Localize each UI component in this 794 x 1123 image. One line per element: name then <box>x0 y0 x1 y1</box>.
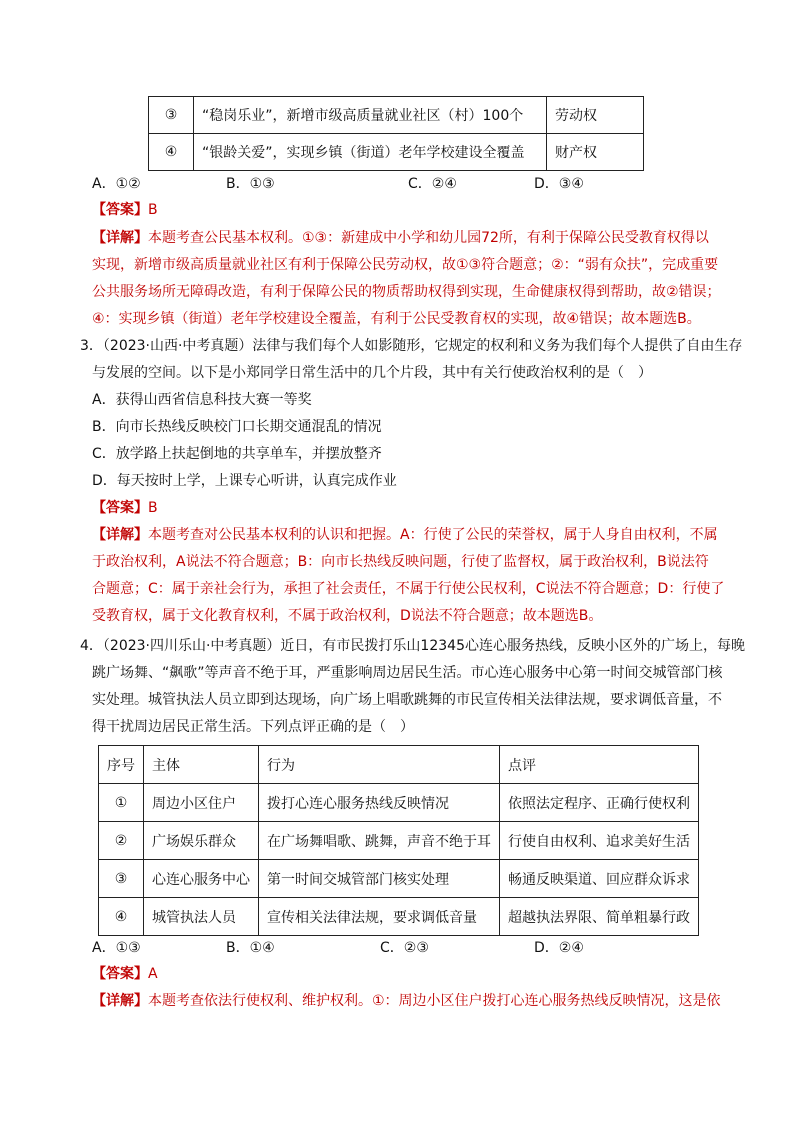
option-d: D．每天按时上学，上课专心听讲，认真完成作业 <box>92 473 397 489</box>
q4-explanation-line: 【详解】本题考查依法行使权利、维护权利。①：周边小区住户拨打心连心服务热线反映情况，这是依 <box>92 993 721 1009</box>
q2-explanation-line: 【详解】本题考查公民基本权利。①③：新建成中小学和幼儿园72所，有利于保障公民受教育权得以 <box>92 230 709 246</box>
option-d: D．②④ <box>534 940 584 956</box>
option-c: C．②④ <box>408 176 457 192</box>
table-cell: 拨打心连心服务热线反映情况 <box>259 784 500 822</box>
q4-stem-line: 得干扰周边居民正常生活。下列点评正确的是（ ） <box>92 719 414 735</box>
q2-explanation-line: 公共服务场所无障碍改造，有利于保障公民的物质帮助权得到实现，生命健康权得到帮助，故②错误； <box>92 284 721 300</box>
table-row <box>99 860 699 898</box>
table-cell: 广场娱乐群众 <box>144 822 259 860</box>
answer-value: B <box>148 500 158 516</box>
explanation-label: 【详解】 <box>92 230 148 246</box>
table-cell: 财产权 <box>547 134 644 171</box>
table-cell: 依照法定程序、正确行使权利 <box>500 784 699 822</box>
explanation-label: 【详解】 <box>92 993 148 1009</box>
table-header-cell: 序号 <box>99 746 144 784</box>
table-cell: ④ <box>149 134 194 171</box>
table-row <box>149 97 644 134</box>
answer-value: A <box>148 966 158 982</box>
table-cell: “稳岗乐业”，新增市级高质量就业社区（村）100个 <box>194 97 547 134</box>
evaluation-table <box>98 745 699 936</box>
table-cell: 劳动权 <box>547 97 644 134</box>
table-cell: 超越执法界限、简单粗暴行政 <box>500 898 699 936</box>
table-cell: ③ <box>149 97 194 134</box>
explanation-label: 【详解】 <box>92 527 148 543</box>
q4-stem-line: 4．（2023·四川乐山·中考真题）近日，有市民拨打乐山12345心连心服务热线，反映小区外的广场上，每晚 <box>80 638 745 654</box>
q4-options <box>92 936 692 960</box>
q2-explanation-line: 实现，新增市级高质量就业社区有利于保障公民劳动权，故①③符合题意；②：“弱有众扶”，完成重要 <box>92 257 719 273</box>
table-row <box>99 822 699 860</box>
option-b: B．向市长热线反映校门口长期交通混乱的情况 <box>92 419 382 435</box>
table-cell: 心连心服务中心 <box>144 860 259 898</box>
table-cell: ① <box>99 784 144 822</box>
q3-explanation-line: 受教育权，属于文化教育权利，不属于政治权利，D说法不符合题意；故本题选B。 <box>92 608 603 624</box>
table-header-row <box>99 746 699 784</box>
table-row <box>99 898 699 936</box>
option-d: D．③④ <box>534 176 584 192</box>
table-cell: 宣传相关法律法规，要求调低音量 <box>259 898 500 936</box>
option-c: C．放学路上扶起倒地的共享单车，并摆放整齐 <box>92 446 382 462</box>
q2-explanation-line: ④：实现乡镇（街道）老年学校建设全覆盖，有利于公民受教育权的实现，故④错误；故本题选B。 <box>92 311 701 327</box>
option-a: A．①② <box>92 176 141 192</box>
table-cell: ③ <box>99 860 144 898</box>
table-row <box>149 134 644 171</box>
q3-explanation-line: 【详解】本题考查对公民基本权利的认识和把握。A：行使了公民的荣誉权，属于人身自由权利，不属 <box>92 527 718 543</box>
q3-explanation-line: 合题意；C：属于亲社会行为，承担了社会责任，不属于行使公民权利，C说法不符合题意；D：行使了 <box>92 581 725 597</box>
q3-stem-line: 3．（2023·山西·中考真题）法律与我们每个人如影随形，它规定的权利和义务为我们每个人提供了自由生存 <box>80 338 743 354</box>
table-header-cell: 主体 <box>144 746 259 784</box>
q3-answer <box>92 496 158 520</box>
q2-answer <box>92 198 158 222</box>
table-cell: “银龄关爱”，实现乡镇（街道）老年学校建设全覆盖 <box>194 134 547 171</box>
table-cell: 第一时间交城管部门核实处理 <box>259 860 500 898</box>
q4-stem-line: 实处理。城管执法人员立即到达现场，向广场上唱歌跳舞的市民宣传相关法律法规，要求调低音量，不 <box>92 692 722 708</box>
rights-table-partial <box>148 96 644 171</box>
answer-label: 【答案】 <box>92 966 148 982</box>
answer-value: B <box>148 202 158 218</box>
table-cell: 畅通反映渠道、回应群众诉求 <box>500 860 699 898</box>
q3-stem-line: 与发展的空间。以下是小郑同学日常生活中的几个片段，其中有关行使政治权利的是（ ） <box>92 365 652 381</box>
option-b: B．①④ <box>226 940 275 956</box>
table-cell: 周边小区住户 <box>144 784 259 822</box>
q4-stem-line: 跳广场舞、“飙歌”等声音不绝于耳，严重影响周边居民生活。市心连心服务中心第一时间交城管部门核 <box>92 665 723 681</box>
table-header-cell: 行为 <box>259 746 500 784</box>
answer-label: 【答案】 <box>92 500 148 516</box>
q4-answer <box>92 962 158 986</box>
answer-label: 【答案】 <box>92 202 148 218</box>
option-a: A．①③ <box>92 940 141 956</box>
table-cell: 城管执法人员 <box>144 898 259 936</box>
table-cell: ④ <box>99 898 144 936</box>
table-row <box>99 784 699 822</box>
q3-explanation-line: 于政治权利，A说法不符合题意；B：向市长热线反映问题，行使了监督权，属于政治权利，B说法符 <box>92 554 709 570</box>
table-cell: 行使自由权利、追求美好生活 <box>500 822 699 860</box>
option-a: A．获得山西省信息科技大赛一等奖 <box>92 392 312 408</box>
q2-options <box>92 172 692 196</box>
table-header-cell: 点评 <box>500 746 699 784</box>
table-cell: 在广场舞唱歌、跳舞，声音不绝于耳 <box>259 822 500 860</box>
option-b: B．①③ <box>226 176 275 192</box>
option-c: C．②③ <box>380 940 429 956</box>
table-cell: ② <box>99 822 144 860</box>
